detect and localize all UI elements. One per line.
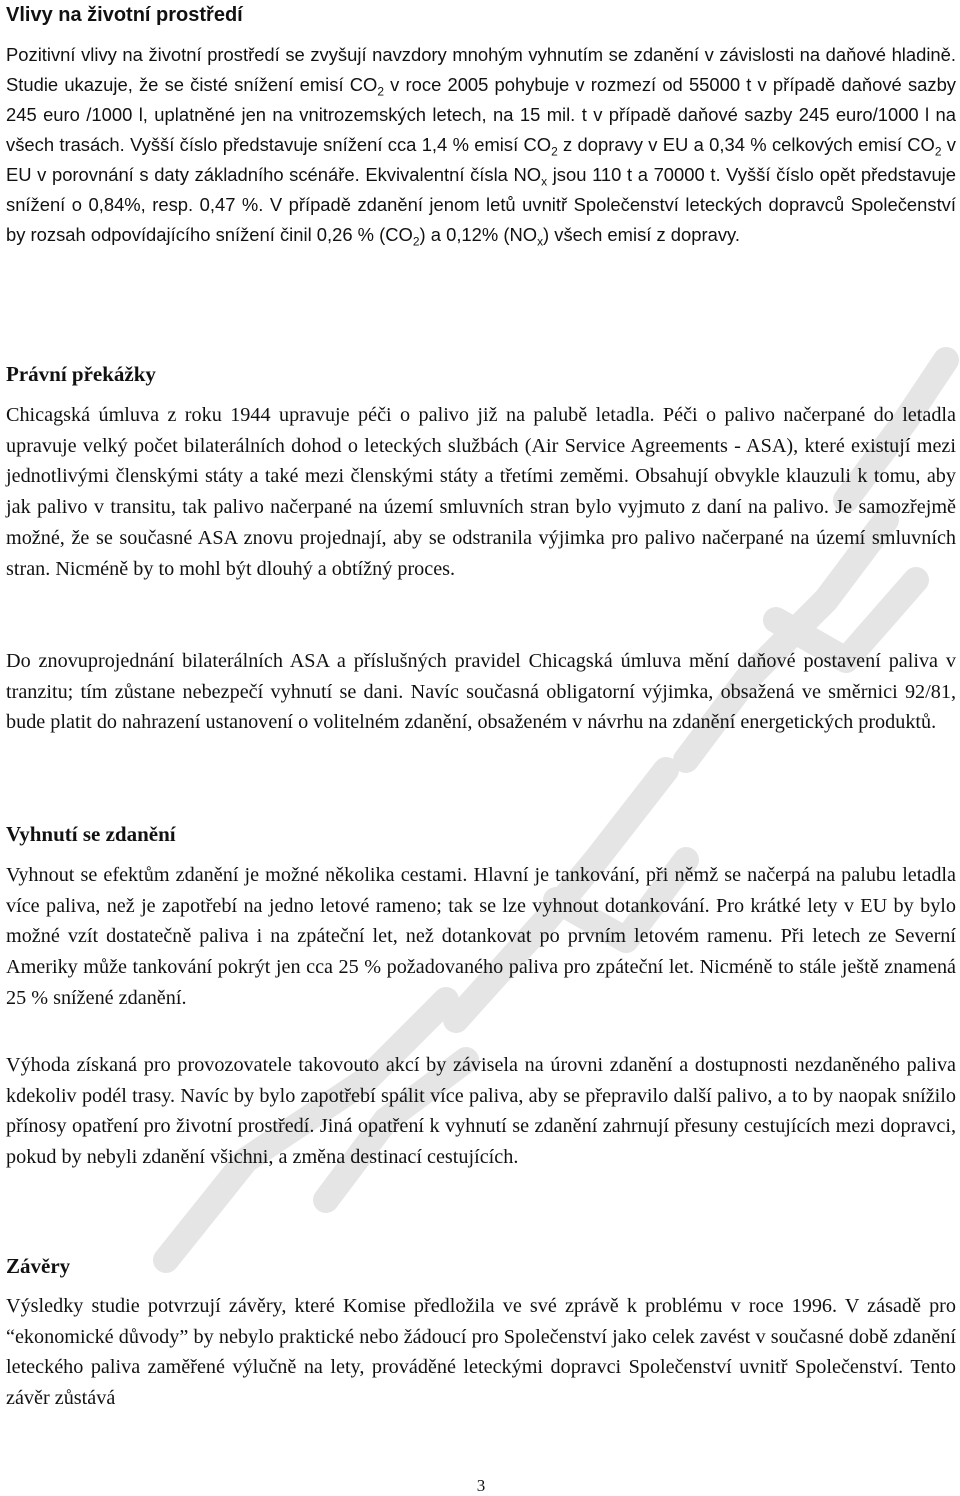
heading-environment: Vlivy na životní prostředí: [6, 4, 243, 26]
heading-conclusions: Závěry: [6, 1254, 71, 1278]
paragraph-conclusions: Výsledky studie potvrzují závěry, které Komise předložila ve své zprávě k problému v roce 1996. V zásadě pro “ekonomické důvody” by nebylo praktické nebo žádoucí pro Společenství jako celek zavést v současné době zdanění leteckého paliva zaměřené výlučně na lety, prováděné leteckými dopravci Společenství uvnitř Společenství. Tento závěr zůstává: [6, 1295, 956, 1410]
paragraph-legal-2: Do znovuprojednání bilaterálních ASA a příslušných pravidel Chicagská úmluva mění daňové postavení paliva v tranzitu; tím zůstane nebezpečí vyhnutí se dani. Navíc současná obligatorní výjimka, obsažená ve směrnici 92/81, bude platit do nahrazení ustanovení o volitelném zdanění, obsaženém v návrhu na zdanění energetických produktů.: [6, 650, 956, 734]
paragraph-legal-1: Chicagská úmluva z roku 1944 upravuje péči o palivo již na palubě letadla. Péči o palivo načerpané do letadla upravuje velký počet bilaterálních dohod o leteckých službách (Air Service Agreements - ASA), které existují mezi jednotlivými členskými státy a také mezi členskými státy a třetími zeměmi. Obsahují obvykle klauzuli k tomu, aby jak palivo v transitu, tak palivo načerpané na území smluvních stran bylo vyjmuto z daní na palivo. Je samozřejmě možné, že se současné ASA znovu projednají, aby se odstranila výjimka pro palivo načerpané na území smluvních stran. Nicméně by to mohl být dlouhý a obtížný proces.: [6, 404, 956, 580]
subscript: 2: [934, 144, 942, 159]
text-run: jsou 110 t a 70000 t. Vyšší číslo opět představuje snížení o 0,84%, resp. 0,47 %. V případě zdanění jenom letů uvnitř Společenství leteckých dopravců Společenství by rozsah odpovídajícího snížení činil 0,26 % (CO: [6, 164, 956, 245]
text-run: v roce 2005 pohybuje v rozmezí od 55000 t v případě daňové sazby 245 euro /1000 l, uplatněné jen na vnitrozemských letech, na 15 mil. t v případě daňové sazby 245 euro/1000 l na všech trasách. Vyšší číslo představuje snížení cca 1,4 % emisí CO: [6, 74, 956, 155]
subscript: x: [541, 174, 548, 189]
paragraph-avoidance-2: Výhoda získaná pro provozovatele takovouto akcí by závisela na úrovni zdanění a dostupnosti nezdaněného paliva kdekoliv podél trasy. Navíc by bylo zapotřebí spálit více paliva, aby se přepravilo další palivo, a to by naopak snížilo přínosy opatření pro životní prostředí. Jiná opatření k vyhnutí se zdanění zahrnují přesuny cestujících mezi dopravci, pokud by nebyli zdanění všichni, a změna destinací cestujících.: [6, 1054, 956, 1169]
text-run: ) všech emisí z dopravy.: [543, 224, 740, 245]
subscript: 2: [377, 84, 384, 99]
paragraph-environment: [6, 40, 956, 250]
subscript: 2: [551, 144, 558, 159]
text-run: Pozitivní vlivy na životní prostředí se zvyšují navzdory mnohým vyhnutím se zdanění v závislosti na daňové hladině. Studie ukazuje, že se čisté snížení emisí CO: [6, 44, 956, 95]
heading-avoidance: Vyhnutí se zdanění: [6, 822, 176, 846]
text-run: ) a 0,12% (NO: [419, 224, 538, 245]
heading-legal: Právní překážky: [6, 362, 156, 386]
subscript: x: [537, 234, 544, 249]
page-number: 3: [476, 1476, 486, 1495]
text-run: z dopravy v EU a 0,34 % celkových emisí CO: [557, 134, 935, 155]
paragraph-avoidance-1: Vyhnout se efektům zdanění je možné několika cestami. Hlavní je tankování, při němž se načerpá na palubu letadla více paliva, než je zapotřebí na jedno letové rameno; tak se lze vyhnout dotankování. Pro krátké lety v EU by bylo možné vzít dostatečně paliva i na zpáteční let, než dotankovat po prvním letovém ramenu. Při letech ze Severní Ameriky může tankování pokrýt jen cca 25 % požadovaného paliva pro zpáteční let. Nicméně to stále ještě znamená 25 % snížené zdanění.: [6, 864, 956, 1009]
subscript: 2: [412, 234, 420, 249]
document-page: [6, 0, 956, 1496]
text-run: v EU v porovnání s daty základního scénáře. Ekvivalentní čísla NO: [6, 134, 956, 185]
